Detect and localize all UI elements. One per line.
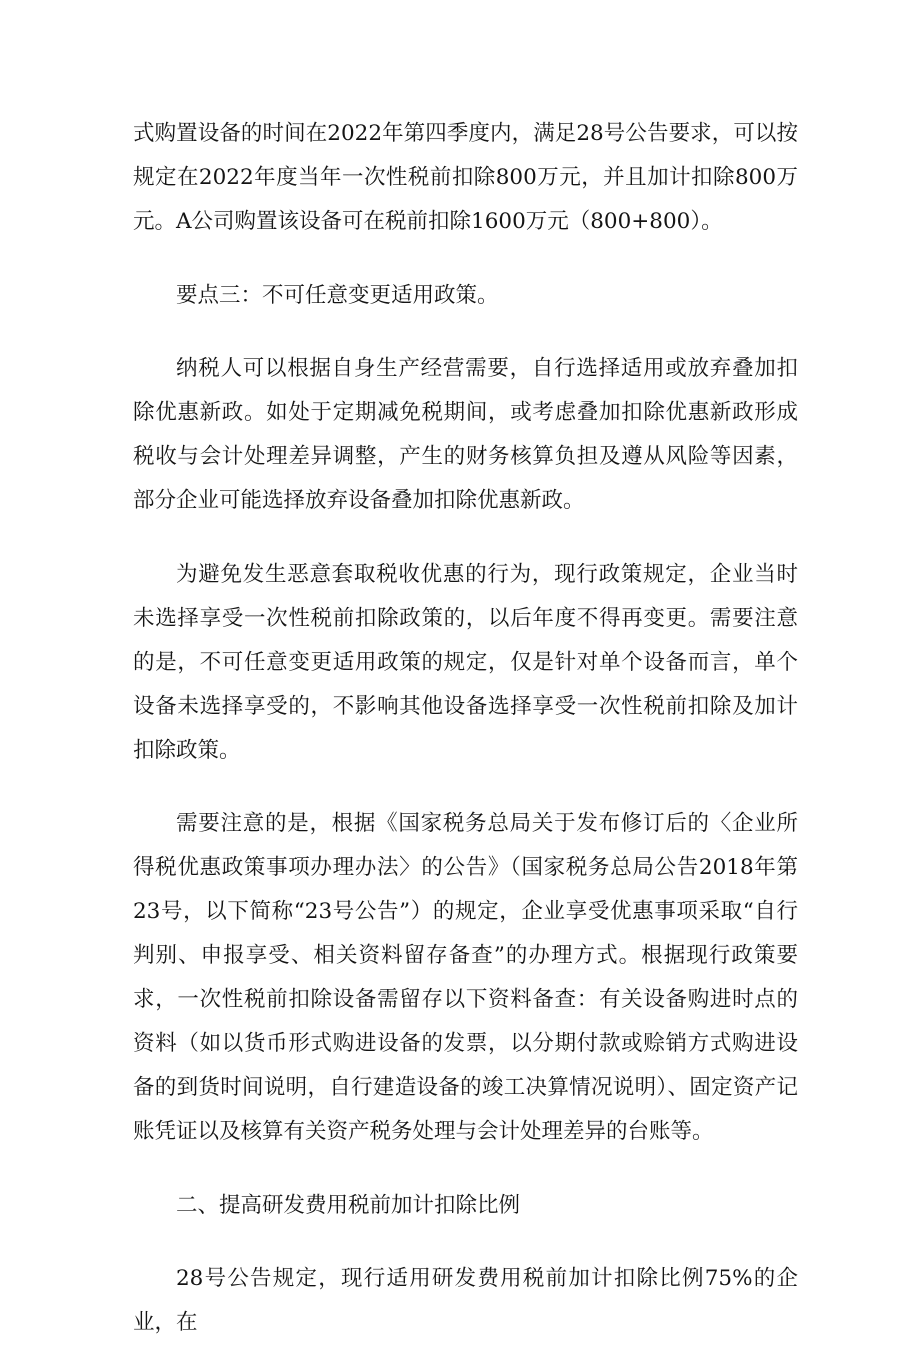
- paragraph-taxpayer-choice: 纳税人可以根据自身生产经营需要，自行选择适用或放弃叠加扣除优惠新政。如处于定期减免税期间，或考虑叠加扣除优惠新政形成税收与会计处理差异调整，产生的财务核算负担及遵从风险等因素，部分企业可能选择放弃设备叠加扣除优惠新政。: [133, 356, 798, 513]
- section-heading-rd-deduction: 二、提高研发费用税前加计扣除比例: [176, 1192, 521, 1218]
- paragraph-rd-deduction-rate: 28号公告规定，现行适用研发费用税前加计扣除比例75%的企业，在: [133, 1266, 798, 1335]
- paragraph-documentation-requirements: 需要注意的是，根据《国家税务总局关于发布修订后的〈企业所得税优惠政策事项办理办法〉的公告》（国家税务总局公告2018年第23号，以下简称“23号公告”）的规定，企业享受优惠事项采取“自行判别、申报享受、相关资料留存备查”的办理方式。根据现行政策要求，一次性税前扣除设备需留存以下资料备查：有关设备购进时点的资料（如以货币形式购进设备的发票，以分期付款或赊销方式购进设备的到货时间说明，自行建造设备的竣工决算情况说明）、固定资产记账凭证以及核算有关资产税务处理与会计处理差异的台账等。: [133, 811, 798, 1144]
- document-body: [133, 112, 798, 1345]
- paragraph-no-change-rule: 为避免发生恶意套取税收优惠的行为，现行政策规定，企业当时未选择享受一次性税前扣除政策的，以后年度不得再变更。需要注意的是，不可任意变更适用政策的规定，仅是针对单个设备而言，单个设备未选择享受的，不影响其他设备选择享受一次性税前扣除及加计扣除政策。: [133, 561, 798, 763]
- paragraph-equipment-deduction-example: 式购置设备的时间在2022年第四季度内，满足28号公告要求，可以按规定在2022年度当年一次性税前扣除800万元，并且加计扣除800万元。A公司购置该设备可在税前扣除1600万元（800+800）。: [133, 121, 798, 234]
- paragraph-key-point-three-heading: 要点三：不可任意变更适用政策。: [176, 282, 499, 308]
